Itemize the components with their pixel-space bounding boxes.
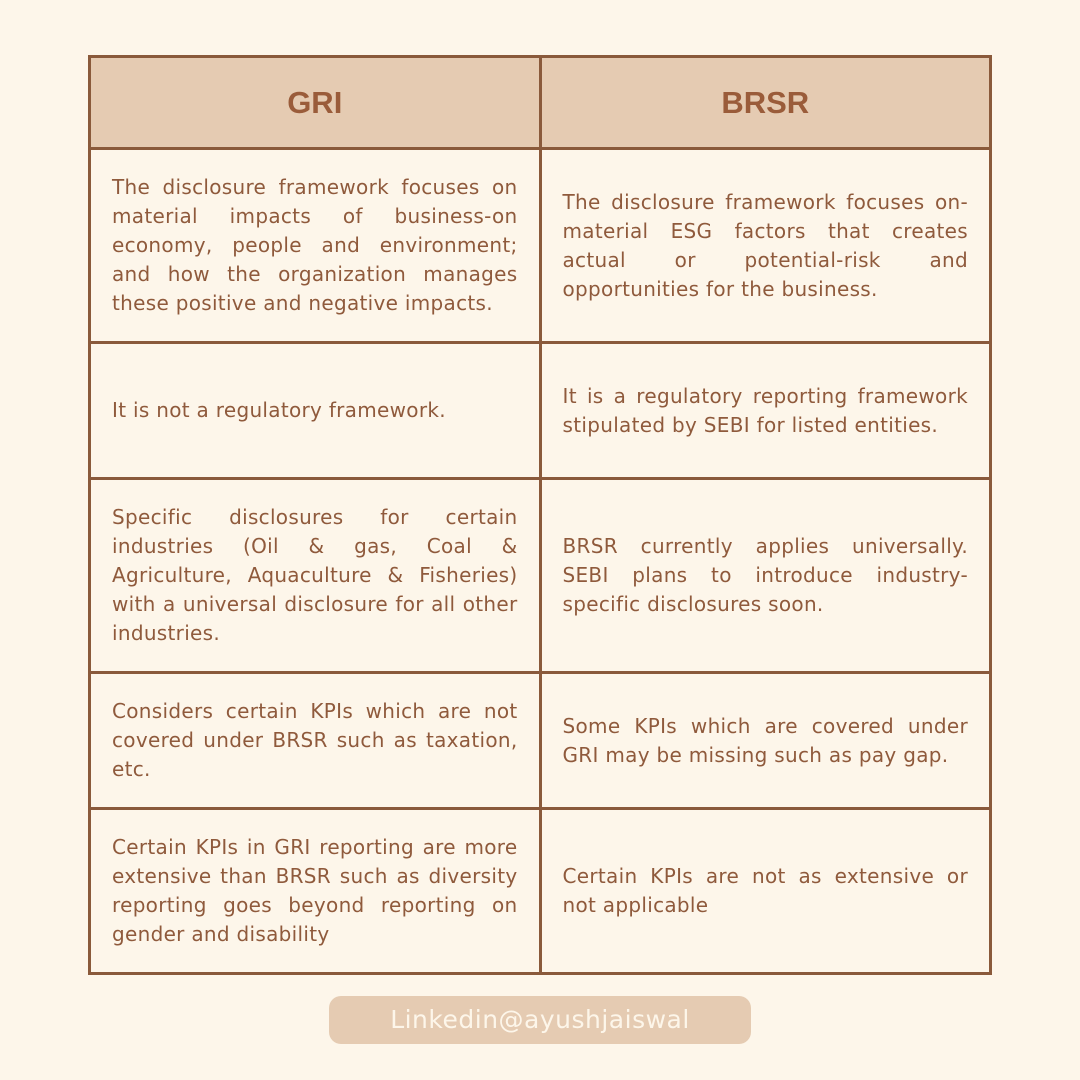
linkedin-handle-badge: Linkedin@ayushjaiswal bbox=[329, 996, 751, 1044]
table-row bbox=[90, 673, 991, 809]
brsr-cell: The disclosure framework focuses on- material ESG factors that creates actual or potential-risk and opportunities for the business. bbox=[540, 149, 991, 343]
brsr-cell: Certain KPIs are not as extensive or not applicable bbox=[540, 809, 991, 974]
brsr-column-header: BRSR bbox=[540, 57, 991, 149]
brsr-cell: It is a regulatory reporting framework stipulated by SEBI for listed entities. bbox=[540, 343, 991, 479]
gri-cell: Specific disclosures for certain industries (Oil & gas, Coal & Agriculture, Aquaculture & Fisheries) with a universal disclosure for all other industries. bbox=[90, 479, 541, 673]
table-row bbox=[90, 149, 991, 343]
gri-cell: The disclosure framework focuses on material impacts of business-on economy, people and environment; and how the organization manages these positive and negative impacts. bbox=[90, 149, 541, 343]
gri-cell: Considers certain KPIs which are not covered under BRSR such as taxation, etc. bbox=[90, 673, 541, 809]
table-row bbox=[90, 479, 991, 673]
gri-cell: It is not a regulatory framework. bbox=[90, 343, 541, 479]
table-row bbox=[90, 343, 991, 479]
brsr-cell: BRSR currently applies universally. SEBI plans to introduce industry-specific disclosures soon. bbox=[540, 479, 991, 673]
brsr-cell: Some KPIs which are covered under GRI may be missing such as pay gap. bbox=[540, 673, 991, 809]
gri-column-header: GRI bbox=[90, 57, 541, 149]
table-header-row bbox=[90, 57, 991, 149]
table-row bbox=[90, 809, 991, 974]
gri-cell: Certain KPIs in GRI reporting are more extensive than BRSR such as diversity reporting goes beyond reporting on gender and disability bbox=[90, 809, 541, 974]
comparison-table bbox=[88, 55, 992, 975]
